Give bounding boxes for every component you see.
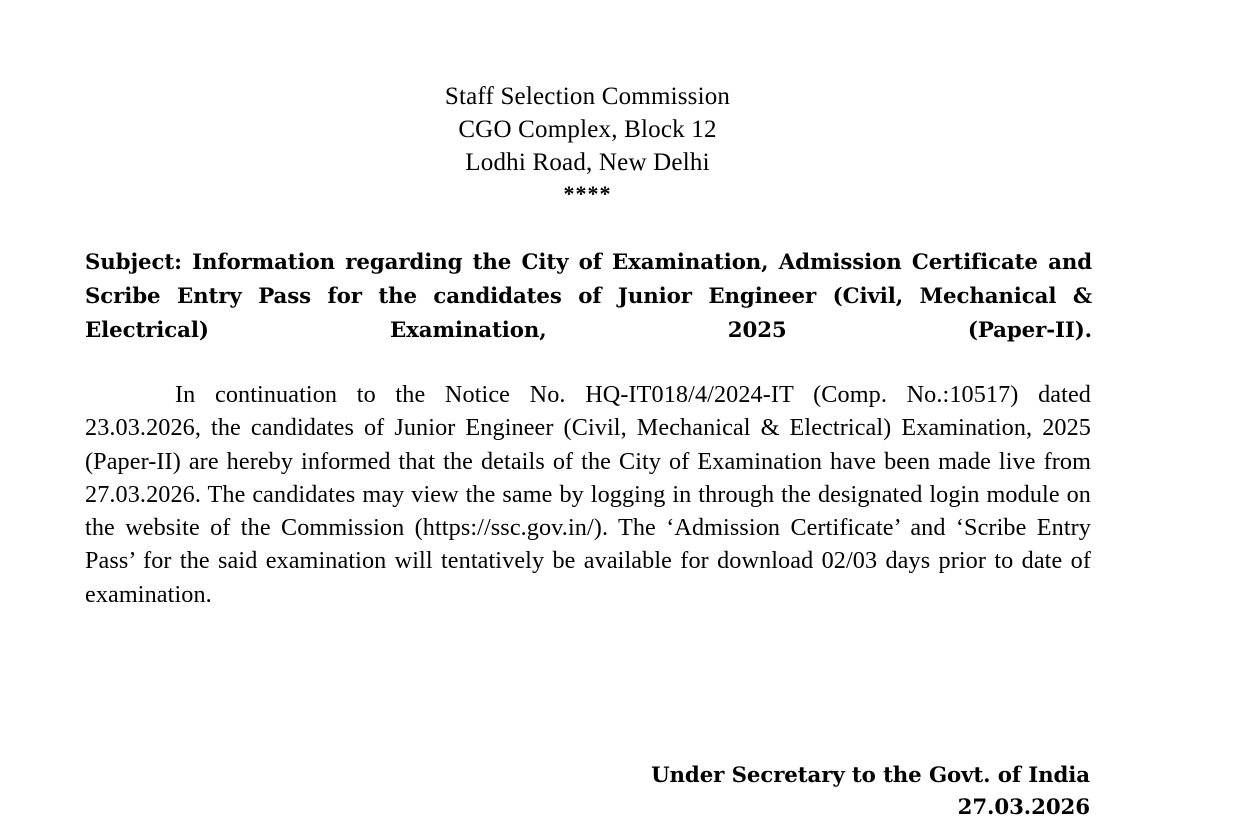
signature-date: 27.03.2026 [957, 795, 1090, 820]
organization-name: Staff Selection Commission [444, 83, 731, 110]
organization-address-line-1: CGO Complex, Block 12 [458, 116, 717, 143]
letterhead-separator: **** [563, 181, 612, 206]
organization-address-line-2: Lodhi Road, New Delhi [465, 149, 710, 176]
notice-body-paragraph: In continuation to the Notice No. HQ-IT018/4/2024-IT (Comp. No.:10517) dated 23.03.2026, the candidates of Junior Engineer (Civil, Mechanical & Electrical) Examination, 2025 (Paper-II) are hereby informed that the details of the City of Examination have been made live from 27.03.2026. The candidates may view the same by logging in through the designated login module on the website of the Commission (https://ssc.gov.in/). The ‘Admission Certificate’ and ‘Scribe Entry Pass’ for the said examination will tentatively be available for download 02/03 days prior to date of examination. [85, 381, 1091, 608]
signature-block [85, 760, 1090, 824]
letterhead [85, 80, 1090, 209]
subject-text: Subject: Information regarding the City of Examination, Admission Certificate and Scribe Entry Pass for the candidates of Junior Engineer (Civil, Mechanical & Electrical) Examination, 2025 (Paper-II). [85, 250, 1092, 343]
subject-line [85, 246, 1092, 382]
signatory-designation: Under Secretary to the Govt. of India [651, 763, 1090, 788]
